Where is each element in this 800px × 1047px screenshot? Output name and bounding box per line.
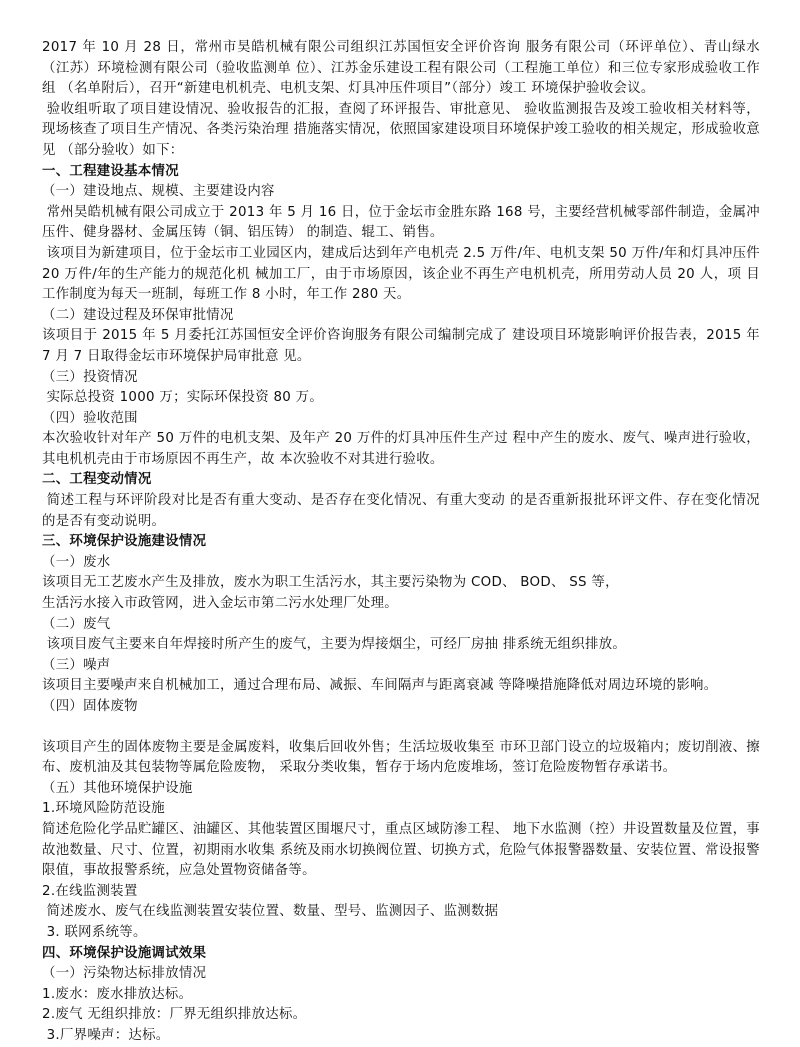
- paragraph: 实际总投资 1000 万；实际环保投资 80 万。: [42, 390, 324, 406]
- blank-line: [42, 718, 760, 738]
- section-heading: 三、环境保护设施建设情况: [42, 534, 207, 550]
- paragraph: 简述废水、废气在线监测装置安装位置、数量、型号、监测因子、监测数据: [42, 904, 499, 920]
- paragraph: 2.在线监测装置: [42, 883, 138, 899]
- paragraph: 1.环境风险防范设施: [42, 801, 165, 817]
- paragraph: （三）投资情况: [42, 369, 138, 385]
- paragraph: 1.废水：废水排放达标。: [42, 986, 193, 1002]
- paragraph: 2017 年 10 月 28 日，常州市昊皓机械有限公司组织江苏国恒安全评价咨询 服务有限公司（环评单位）、青山绿水（江苏）环境检测有限公司（验收监测单 位）、江苏金乐建设工程有限公司（工程施工单位）和三位专家形成验收工作组 （名单附后），召开“新建电机机壳、电机支架、灯具冲压件项目”（部分）竣工 环境保护验收会议。: [42, 40, 760, 97]
- paragraph: 该项目于 2015 年 5 月委托江苏国恒安全评价咨询服务有限公司编制完成了 建设项目环境影响评价报告表，2015 年 7 月 7 日取得金坛市环境保护局审批意 见。: [42, 328, 765, 364]
- paragraph: （一）污染物达标排放情况: [42, 966, 207, 982]
- paragraph: 本次验收针对年产 50 万件的电机支架、及年产 20 万件的灯具冲压件生产过 程中产生的废水、废气、噪声进行验收，其电机机壳由于市场原因不再生产，故 本次验收不对其进行验收。: [42, 431, 760, 467]
- paragraph: （一）建设地点、规模、主要建设内容: [42, 184, 275, 200]
- paragraph: 该项目废气主要来自年焊接时所产生的废气，主要为焊接烟尘，可经厂房抽 排系统无组织排放。: [42, 637, 627, 653]
- paragraph: （五）其他环境保护设施: [42, 780, 193, 796]
- paragraph: 生活污水接入市政管网，进入金坛市第二污水处理厂处理。: [42, 596, 398, 612]
- paragraph: 简述危险化学品贮罐区、油罐区、其他装置区围堰尺寸，重点区域防渗工程、 地下水监测（控）井设置数量及位置，事故池数量、尺寸、位置，初期雨水收集 系统及雨水切换阀位置、切换方式，危险气体报警器数量、安装位置、常设报警 限值，事故报警系统，应急处置物资储备等。: [42, 821, 765, 879]
- paragraph: （二）建设过程及环保审批情况: [42, 307, 234, 323]
- section-heading: 二、工程变动情况: [42, 472, 152, 488]
- paragraph: （四）固体废物: [42, 699, 138, 714]
- paragraph: 该项目主要噪声来自机械加工，通过合理布局、减振、车间隔声与距离衰减 等降噪措施降低对周边环境的影响。: [42, 678, 718, 694]
- paragraph: 常州昊皓机械有限公司成立于 2013 年 5 月 16 日，位于金坛市金胜东路 168 号，主要经营机械零部件制造，金属冲压件、健身器材、金属压铸（铜、铝压铸） 的制造、辊工、销售。: [42, 204, 760, 241]
- section-heading: 一、工程建设基本情况: [42, 163, 179, 179]
- paragraph: 简述工程与环评阶段对比是否有重大变动、是否存在变化情况、有重大变动 的是否重新报批环评文件、存在变化情况的是否有变动说明。: [42, 493, 760, 529]
- paragraph: （四）验收范围: [42, 410, 138, 426]
- paragraph: （三）噪声: [42, 657, 111, 673]
- paragraph: （二）废气: [42, 616, 111, 632]
- paragraph: 2.废气 无组织排放：厂界无组织排放达标。: [42, 1007, 307, 1023]
- paragraph: 3.厂界噪声：达标。: [42, 1027, 170, 1043]
- section-heading: 四、环境保护设施调试效果: [42, 945, 207, 961]
- paragraph: 该项目无工艺废水产生及排放，废水为职工生活污水，其主要污染物为 COD、 BOD、 SS 等，: [42, 575, 619, 591]
- paragraph: 3. 联网系统等。: [42, 924, 147, 940]
- paragraph: 验收组听取了项目建设情况、验收报告的汇报，查阅了环评报告、审批意见、 验收监测报告及竣工验收相关材料等，现场核查了项目生产情况、各类污染治理 措施落实情况，依照国家建设项目环境保护竣工验收的相关规定，形成验收意见 （部分验收）如下：: [42, 101, 760, 158]
- paragraph: （一）废水: [42, 554, 111, 570]
- paragraph: 该项目产生的固体废物主要是金属废料，收集后回收外售；生活垃圾收集至 市环卫部门设立的垃圾箱内；废切削液、擦布、废机油及其包装物等属危险废物， 采取分类收集，暂存于场内危废堆场，签订危险废物暂存承诺书。: [42, 739, 760, 776]
- paragraph: 该项目为新建项目，位于金坛市工业园区内，建成后达到年产电机壳 2.5 万件/年、电机支架 50 万件/年和灯具冲压件 20 万件/年的生产能力的规范化机 械加工厂，由于市场原因，该企业不再生产电机机壳，所用劳动人员 20 人，项 目工作制度为每天一班制，每班工作 8 小时，年工作 280 天。: [42, 245, 765, 303]
